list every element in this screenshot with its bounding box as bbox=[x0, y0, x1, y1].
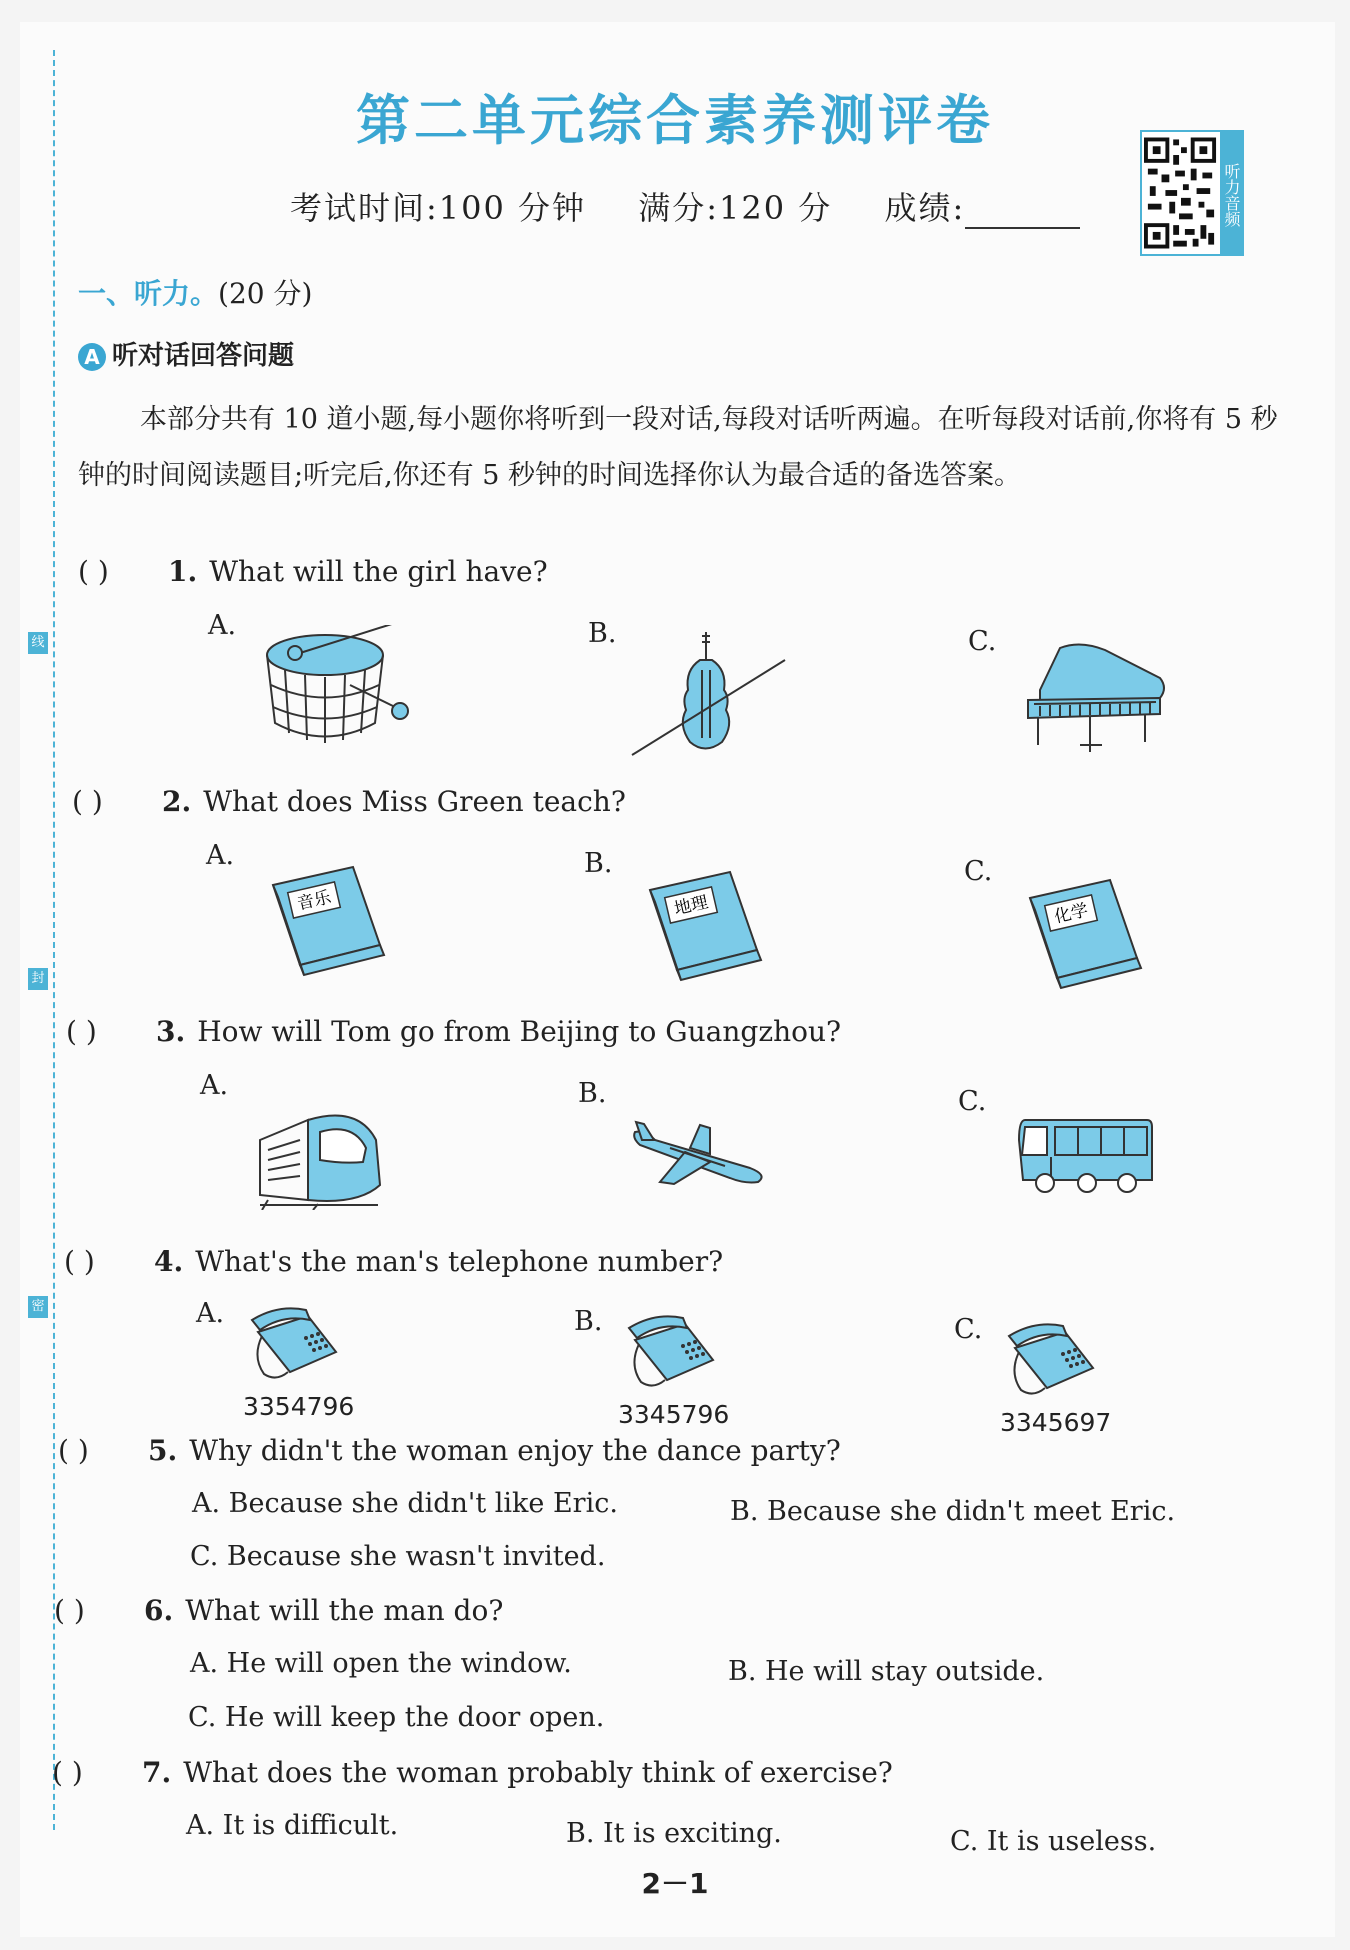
side-mark-feng: 封 bbox=[28, 968, 48, 990]
q5-option-b: B. Because she didn't meet Eric. bbox=[730, 1496, 1176, 1527]
q6-option-b: B. He will stay outside. bbox=[728, 1656, 1045, 1687]
qr-code-icon bbox=[1142, 132, 1220, 254]
book-label-geography: 地理 bbox=[672, 892, 711, 920]
q4-option-c-label: C. bbox=[954, 1314, 983, 1345]
page-number: 2－1 bbox=[641, 1867, 709, 1900]
train-icon[interactable] bbox=[258, 1100, 388, 1210]
telephone-icon[interactable] bbox=[1005, 1318, 1097, 1400]
airplane-icon[interactable] bbox=[630, 1120, 770, 1190]
q4-option-b-label: B. bbox=[574, 1306, 603, 1337]
q5-option-a: A. Because she didn't like Eric. bbox=[192, 1488, 618, 1519]
q4-option-a-label: A. bbox=[196, 1298, 225, 1329]
q2-option-c-label: C. bbox=[964, 856, 993, 887]
question-2 bbox=[72, 785, 626, 818]
q7-option-c: C. It is useless. bbox=[950, 1826, 1157, 1857]
phone-number-a: 3354796 bbox=[243, 1392, 355, 1421]
section-heading-text: 一、听力。 bbox=[78, 277, 219, 310]
telephone-icon[interactable] bbox=[625, 1310, 717, 1392]
question-7 bbox=[52, 1756, 893, 1789]
score-label: 成绩: bbox=[884, 189, 966, 227]
question-number: 6. bbox=[144, 1594, 174, 1627]
question-text: What does the woman probably think of exercise? bbox=[183, 1756, 893, 1789]
question-number: 1. bbox=[168, 555, 198, 588]
full-score: 满分:120 分 bbox=[638, 189, 833, 227]
page-title: 第二单元综合素养测评卷 bbox=[356, 89, 994, 152]
question-text: What will the girl have? bbox=[209, 555, 548, 588]
geography-book-icon[interactable] bbox=[645, 870, 775, 985]
q6-option-c: C. He will keep the door open. bbox=[188, 1702, 605, 1733]
question-1 bbox=[78, 555, 548, 588]
part-a-title: 听对话回答问题 bbox=[112, 341, 295, 371]
part-a-instructions: 本部分共有 10 道小题,每小题你将听到一段对话,每段对话听两遍。在听每段对话前,你将有 5 秒钟的时间阅读题目;听完后,你还有 5 秒钟的时间选择你认为最合适的备选答案。 bbox=[78, 404, 1278, 491]
music-book-icon[interactable] bbox=[268, 865, 398, 980]
answer-blank[interactable]: ( ) bbox=[64, 1245, 95, 1278]
answer-blank[interactable]: ( ) bbox=[66, 1015, 97, 1048]
q1-option-a-label: A. bbox=[208, 610, 237, 641]
question-text: What does Miss Green teach? bbox=[203, 785, 626, 818]
q2-option-a-label: A. bbox=[206, 840, 235, 871]
q5-option-c: C. Because she wasn't invited. bbox=[190, 1541, 606, 1572]
phone-number-b: 3345796 bbox=[618, 1400, 730, 1429]
section-heading bbox=[78, 272, 312, 312]
qr-code-box[interactable] bbox=[1140, 130, 1244, 256]
piano-icon[interactable] bbox=[1020, 640, 1170, 760]
chemistry-book-icon[interactable] bbox=[1025, 878, 1155, 993]
question-number: 2. bbox=[162, 785, 192, 818]
question-text: What will the man do? bbox=[185, 1594, 504, 1627]
book-label-chemistry: 化学 bbox=[1052, 900, 1091, 928]
exam-time: 考试时间:100 分钟 bbox=[290, 189, 587, 227]
q7-option-b: B. It is exciting. bbox=[566, 1818, 782, 1849]
question-text: How will Tom go from Beijing to Guangzhou? bbox=[197, 1015, 842, 1048]
q1-option-b-label: B. bbox=[588, 618, 617, 649]
question-4 bbox=[64, 1245, 723, 1278]
question-number: 7. bbox=[142, 1756, 172, 1789]
answer-blank[interactable]: ( ) bbox=[58, 1434, 89, 1467]
bus-icon[interactable] bbox=[1015, 1115, 1155, 1200]
question-6 bbox=[54, 1594, 503, 1627]
book-label-music: 音乐 bbox=[295, 887, 334, 915]
answer-blank[interactable]: ( ) bbox=[72, 785, 103, 818]
binding-line bbox=[53, 50, 55, 1830]
q7-option-a: A. It is difficult. bbox=[186, 1810, 399, 1841]
q2-option-b-label: B. bbox=[584, 848, 613, 879]
phone-number-c: 3345697 bbox=[1000, 1408, 1112, 1437]
telephone-icon[interactable] bbox=[248, 1302, 340, 1384]
q3-option-a-label: A. bbox=[200, 1070, 229, 1101]
q3-option-b-label: B. bbox=[578, 1078, 607, 1109]
answer-blank[interactable]: ( ) bbox=[52, 1756, 83, 1789]
question-text: Why didn't the woman enjoy the dance party? bbox=[189, 1434, 841, 1467]
score-blank[interactable] bbox=[965, 199, 1080, 229]
question-number: 5. bbox=[148, 1434, 178, 1467]
answer-blank[interactable]: ( ) bbox=[54, 1594, 85, 1627]
question-number: 4. bbox=[154, 1245, 184, 1278]
part-a-heading bbox=[78, 335, 294, 372]
question-number: 3. bbox=[156, 1015, 186, 1048]
q3-option-c-label: C. bbox=[958, 1086, 987, 1117]
answer-blank[interactable]: ( ) bbox=[78, 555, 109, 588]
question-text: What's the man's telephone number? bbox=[195, 1245, 724, 1278]
section-points: (20 分) bbox=[218, 277, 313, 310]
violin-icon[interactable] bbox=[630, 630, 790, 760]
exam-info bbox=[290, 183, 1120, 229]
part-a-badge: A bbox=[78, 343, 106, 371]
question-5 bbox=[58, 1434, 841, 1467]
question-3 bbox=[66, 1015, 841, 1048]
q6-option-a: A. He will open the window. bbox=[190, 1648, 572, 1679]
side-mark-xian: 线 bbox=[28, 632, 48, 654]
qr-label: 听力音频 bbox=[1220, 132, 1242, 254]
q1-option-c-label: C. bbox=[968, 626, 997, 657]
drum-icon[interactable] bbox=[255, 625, 415, 755]
side-mark-mi: 密 bbox=[28, 1296, 48, 1318]
